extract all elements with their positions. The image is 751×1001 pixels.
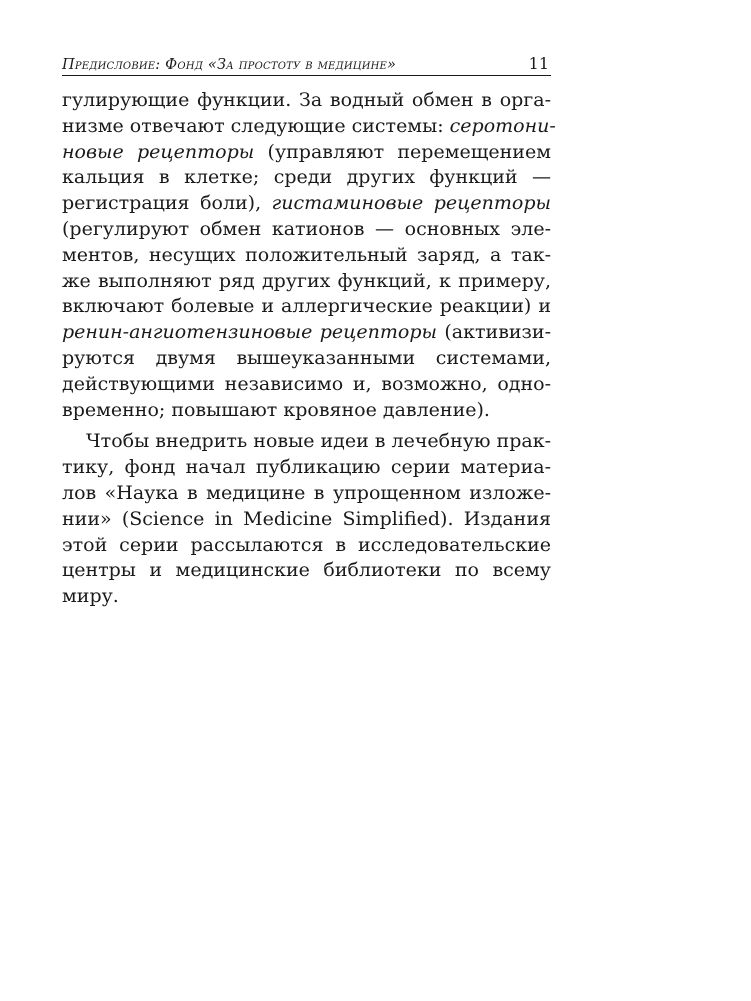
text-line (62, 320, 551, 346)
text-run: кальция в клетке; среди других функций — (62, 166, 551, 189)
italic-term: серотони- (449, 114, 556, 137)
text-run: Чтобы внедрить новые идеи в лечебную прак- (86, 430, 551, 453)
text-run: регистрация боли), (62, 192, 272, 215)
running-head-title (62, 57, 396, 73)
text-line (62, 558, 551, 584)
text-run: гулирующие функции. За водный обмен в орга- (62, 89, 551, 111)
paragraph (62, 88, 556, 423)
text-line (62, 243, 551, 269)
text-line (62, 584, 551, 610)
text-line (62, 294, 551, 320)
text-line (62, 429, 551, 455)
text-run: включают болевые и аллергические реакции) и (62, 295, 551, 318)
text-run: нии» (Science in Medicine Simplified). Издания (62, 507, 551, 530)
text-line (62, 455, 551, 481)
running-head-title-text: Предисловие: Фонд «За простоту в медицине» (62, 57, 397, 73)
text-run: ментов, несущих положительный заряд, а так- (62, 243, 551, 266)
text-line (62, 191, 551, 217)
text-run: лов «Наука в медицине в упрощенном изложе- (62, 481, 551, 504)
text-line (62, 346, 551, 372)
text-line (62, 165, 551, 191)
text-run: (регулируют обмен катионов — основных эле- (62, 217, 551, 240)
text-run: тику, фонд начал публикацию серии материа- (62, 456, 551, 479)
text-run: (активизи- (436, 321, 551, 344)
italic-term: гистаминовые рецепторы (271, 192, 551, 215)
text-line (62, 140, 551, 166)
italic-term: ренин-ангиотензиновые рецепторы (62, 321, 437, 344)
book-page (62, 48, 556, 610)
text-line (62, 88, 551, 114)
text-run: центры и медицинские библиотеки по всему (62, 559, 551, 582)
italic-term: новые рецепторы (62, 140, 255, 163)
text-line (62, 398, 551, 424)
text-run: этой серии рассылаются в исследовательские (62, 533, 551, 556)
text-line (62, 481, 551, 507)
text-run: руются двумя вышеуказанными системами, (62, 346, 551, 369)
text-line (62, 114, 556, 140)
text-run: (управляют перемещением (254, 140, 551, 163)
text-run: же выполняют ряд других функций, к примеру, (62, 269, 551, 292)
text-line (62, 217, 551, 243)
text-line (62, 533, 551, 559)
body-text (62, 88, 556, 610)
text-line (62, 372, 551, 398)
text-run: временно; повышают кровяное давление). (62, 398, 490, 421)
text-run: низме отвечают следующие системы: (62, 114, 450, 137)
paragraph (62, 429, 551, 610)
text-run: действующими независимо и, возможно, одно- (62, 372, 551, 395)
text-line (62, 507, 551, 533)
text-line (62, 269, 551, 295)
page-number: 11 (528, 54, 549, 73)
running-head (62, 48, 551, 76)
text-run: миру. (62, 585, 119, 608)
